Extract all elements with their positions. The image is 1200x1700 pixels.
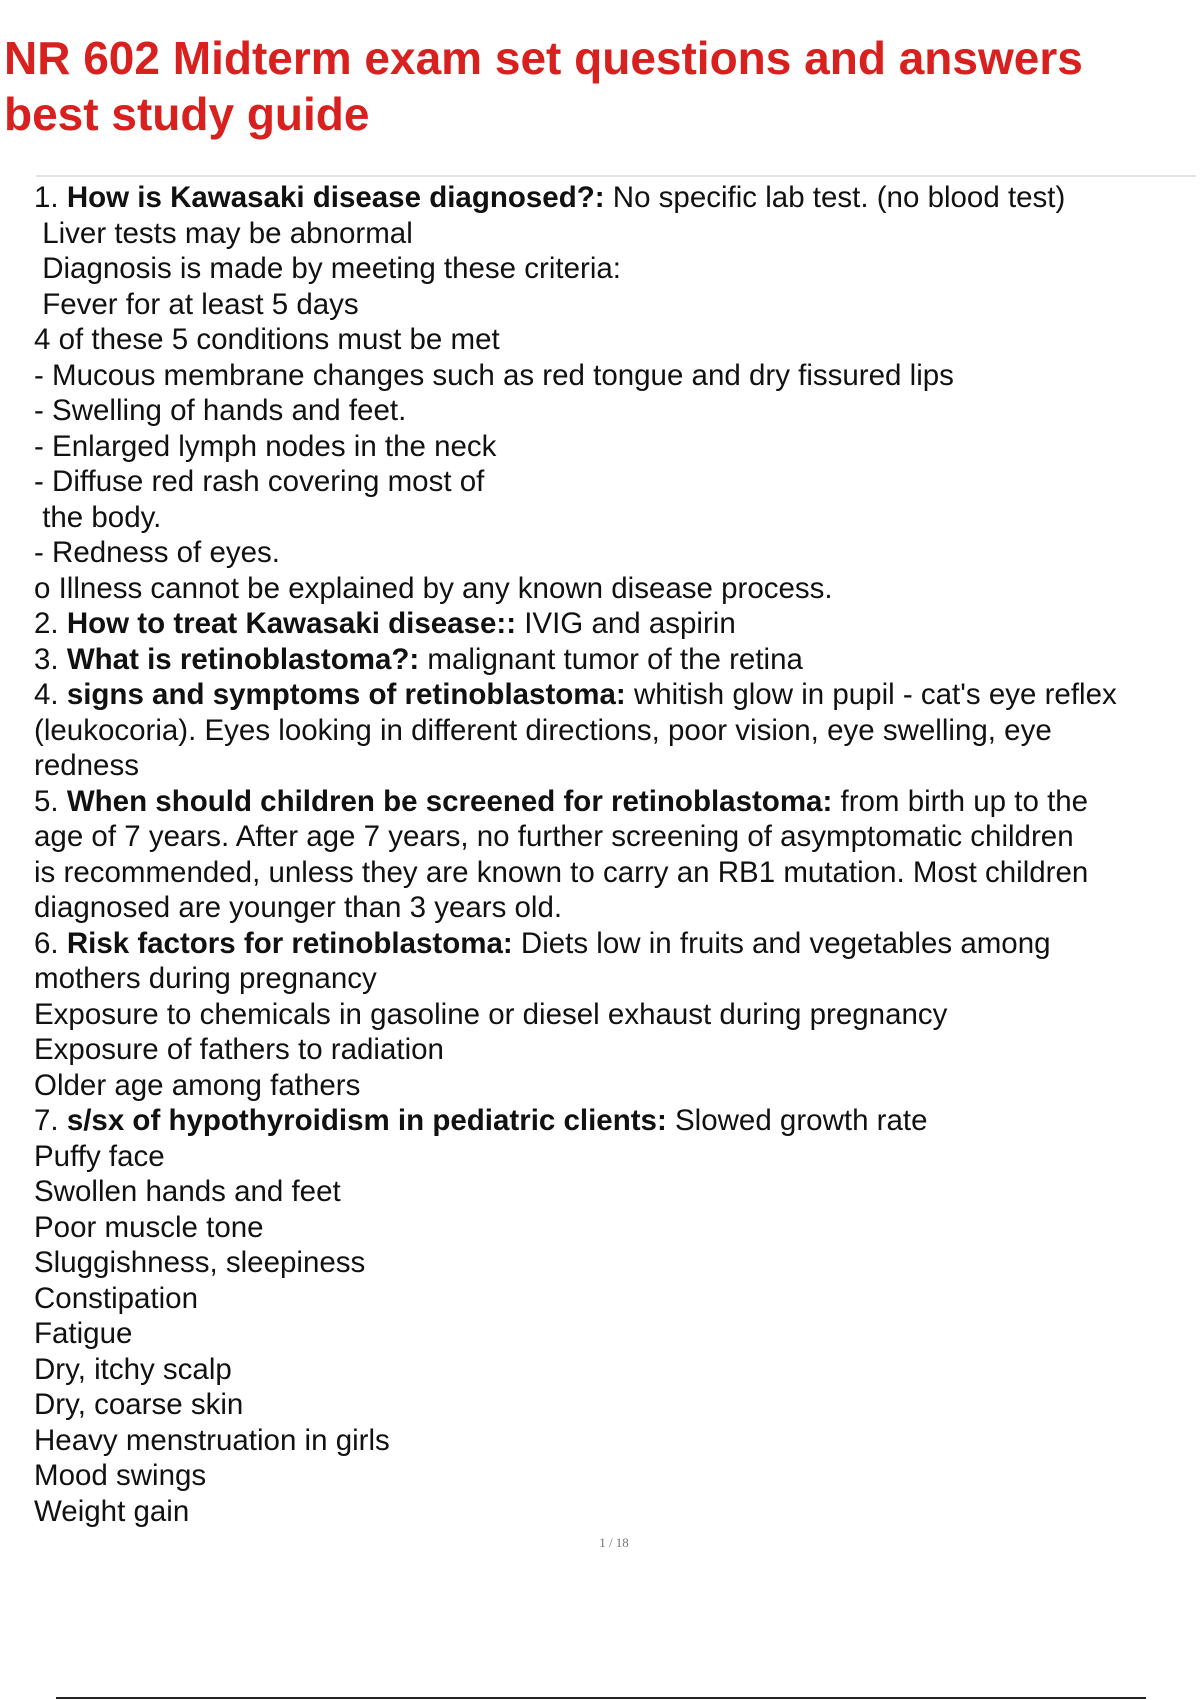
question-text: When should children be screened for retinoblastoma: bbox=[66, 784, 833, 818]
answer-text: Diets low in fruits and vegetables among bbox=[512, 926, 1051, 960]
answer-line: Dry, itchy scalp bbox=[34, 1352, 232, 1386]
qa-item bbox=[34, 926, 1194, 1104]
answer-line: Weight gain bbox=[34, 1494, 190, 1528]
answer-line: the body. bbox=[34, 500, 162, 534]
item-number: 2. bbox=[34, 607, 59, 640]
answer-line: Fever for at least 5 days bbox=[34, 287, 359, 321]
answer-text: malignant tumor of the retina bbox=[419, 642, 803, 676]
answer-line: 4 of these 5 conditions must be met bbox=[34, 323, 500, 356]
item-number: 5. bbox=[34, 784, 59, 818]
item-number: 6. bbox=[34, 926, 59, 960]
document-title: NR 602 Midterm exam set questions and answers best study guide bbox=[4, 32, 1083, 140]
answer-line: mothers during pregnancy bbox=[34, 962, 377, 995]
answer-text: from birth up to the bbox=[832, 784, 1089, 818]
answer-line: age of 7 years. After age 7 years, no further screening of asymptomatic children bbox=[34, 820, 1074, 853]
question-text: What is retinoblastoma?: bbox=[66, 642, 420, 676]
item-number: 1. bbox=[34, 181, 59, 214]
answer-line: - Redness of eyes. bbox=[34, 536, 280, 569]
answer-line: o Illness cannot be explained by any known disease process. bbox=[34, 571, 833, 605]
qa-first-line bbox=[34, 642, 1194, 678]
qa-first-line bbox=[34, 784, 1194, 820]
qa-first-line bbox=[34, 180, 1194, 216]
answer-text: whitish glow in pupil - cat's eye reflex bbox=[625, 678, 1117, 711]
answer-line: Poor muscle tone bbox=[34, 1210, 264, 1244]
question-text: How is Kawasaki disease diagnosed?: bbox=[66, 181, 605, 214]
qa-item bbox=[34, 642, 1194, 678]
question-text: signs and symptoms of retinoblastoma: bbox=[66, 678, 626, 711]
answer-line: Exposure of fathers to radiation bbox=[34, 1033, 444, 1066]
answer-line: - Diffuse red rash covering most of bbox=[34, 465, 485, 498]
answer-line: is recommended, unless they are known to carry an RB1 mutation. Most children bbox=[34, 855, 1089, 889]
qa-item bbox=[34, 180, 1194, 606]
answer-line: - Mucous membrane changes such as red tongue and dry fissured lips bbox=[34, 358, 954, 392]
answer-line: Sluggishness, sleepiness bbox=[34, 1246, 366, 1279]
answer-line: Constipation bbox=[34, 1281, 198, 1315]
answer-line: Liver tests may be abnormal bbox=[34, 216, 413, 250]
qa-item bbox=[34, 677, 1194, 784]
item-number: 4. bbox=[34, 678, 59, 711]
answer-line: Fatigue bbox=[34, 1317, 133, 1350]
qa-first-line bbox=[34, 677, 1194, 713]
answer-line: Puffy face bbox=[34, 1139, 165, 1173]
answer-text: Slowed growth rate bbox=[666, 1104, 928, 1137]
qa-list bbox=[34, 180, 1194, 1529]
qa-first-line bbox=[34, 926, 1194, 962]
answer-line: - Swelling of hands and feet. bbox=[34, 394, 407, 427]
answer-line: Exposure to chemicals in gasoline or diesel exhaust during pregnancy bbox=[34, 997, 948, 1031]
question-text: How to treat Kawasaki disease:: bbox=[66, 607, 517, 640]
answer-line: Swollen hands and feet bbox=[34, 1175, 341, 1208]
item-number: 3. bbox=[34, 642, 59, 676]
qa-first-line bbox=[34, 1103, 1194, 1139]
bottom-divider bbox=[56, 1697, 1146, 1699]
answer-line: Dry, coarse skin bbox=[34, 1388, 244, 1421]
answer-line: (leukocoria). Eyes looking in different directions, poor vision, eye swelling, eye bbox=[34, 713, 1052, 747]
title-divider bbox=[36, 175, 1196, 177]
answer-line: redness bbox=[34, 749, 139, 782]
answer-line: - Enlarged lymph nodes in the neck bbox=[34, 429, 497, 463]
answer-line: diagnosed are younger than 3 years old. bbox=[34, 891, 563, 924]
question-text: Risk factors for retinoblastoma: bbox=[66, 926, 513, 960]
qa-item bbox=[34, 1103, 1194, 1529]
item-number: 7. bbox=[34, 1104, 59, 1137]
qa-first-line bbox=[34, 606, 1194, 642]
question-text: s/sx of hypothyroidism in pediatric clients: bbox=[66, 1104, 667, 1137]
answer-line: Heavy menstruation in girls bbox=[34, 1423, 390, 1457]
answer-line: Diagnosis is made by meeting these criteria: bbox=[34, 252, 621, 285]
answer-text: No specific lab test. (no blood test) bbox=[604, 181, 1066, 214]
answer-line: Older age among fathers bbox=[34, 1068, 361, 1102]
page-number: 1 / 18 bbox=[599, 1535, 629, 1550]
answer-text: IVIG and aspirin bbox=[516, 607, 736, 640]
qa-item bbox=[34, 784, 1194, 926]
qa-item bbox=[34, 606, 1194, 642]
answer-line: Mood swings bbox=[34, 1459, 207, 1492]
